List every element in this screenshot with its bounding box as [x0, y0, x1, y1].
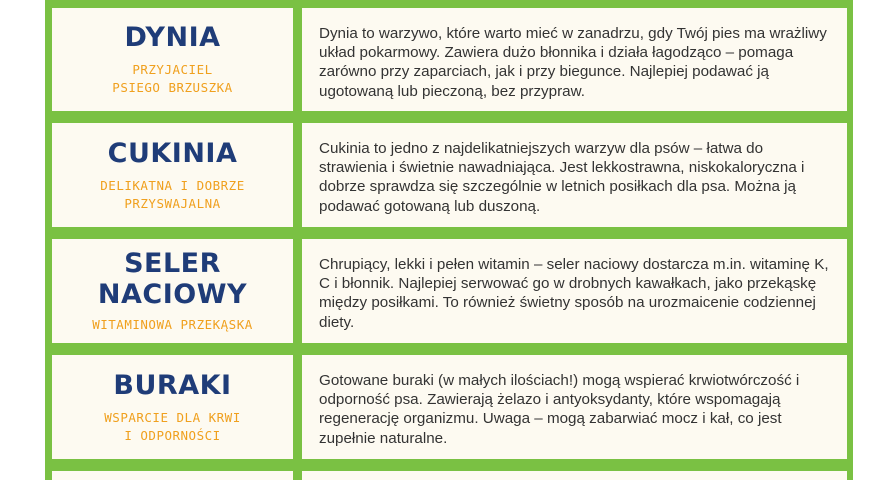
veg-description: Gotowane buraki (w małych ilościach!) mogą wspierać krwiotwórczość i odporność psa. Zawierają żelazo i antyoksydanty, które wspomagają regenerację organizmu. Uwaga – mogą zabarwiać mocz i kał, co jest zupełnie naturalne. — [319, 372, 800, 447]
veg-name-cell — [52, 355, 293, 459]
veg-title: SELER NACIOWY — [97, 248, 248, 310]
vegetable-table — [45, 0, 853, 480]
veg-desc-cell — [302, 239, 847, 343]
veg-subtitle: WITAMINOWA PRZEKĄSKA — [92, 317, 253, 332]
veg-subtitle: WSPARCIE DLA KRWI I ODPORNOŚCI — [104, 409, 241, 443]
veg-subtitle: PRZYJACIEL PSIEGO BRZUSZKA — [112, 62, 233, 95]
table-row-partial-bottom — [52, 471, 293, 480]
veg-title: BURAKI — [113, 369, 232, 401]
table-row-partial-bottom — [302, 471, 847, 480]
veg-subtitle: DELIKATNA I DOBRZE PRZYSWAJALNA — [100, 177, 245, 211]
veg-desc-cell — [302, 123, 847, 227]
veg-desc-cell — [302, 8, 847, 111]
veg-name-cell — [52, 239, 293, 343]
veg-desc-cell — [302, 355, 847, 459]
veg-description: Dynia to warzywo, które warto mieć w zanadrzu, gdy Twój pies ma wrażliwy układ pokarmowy. Zawiera dużo błonnika i działa łagodząco – pomaga zarówno przy zaparciach, jak i przy biegunce. Najlepiej podawać ją ugotowaną lub pieczoną, bez przypraw. — [319, 25, 827, 100]
veg-name-cell — [52, 123, 293, 227]
veg-title: DYNIA — [124, 22, 221, 53]
veg-description: Chrupiący, lekki i pełen witamin – seler naciowy dostarcza m.in. witaminę K, C i błonnik. Najlepiej serwować go w drobnych kawałkach, jako przekąskę między posiłkami. To również świetny sposób na urozmaicenie codziennej diety. — [319, 256, 829, 331]
veg-description: Cukinia to jedno z najdelikatniejszych warzyw dla psów – łatwa do strawienia i świetnie nawadniająca. Jest lekkostrawna, niskokaloryczna i dobrze sprawdza się szczególnie w letnich posiłkach dla psa. Można ją podawać gotowaną lub duszoną. — [319, 140, 805, 215]
veg-name-cell — [52, 8, 293, 111]
veg-title: CUKINIA — [107, 137, 238, 169]
